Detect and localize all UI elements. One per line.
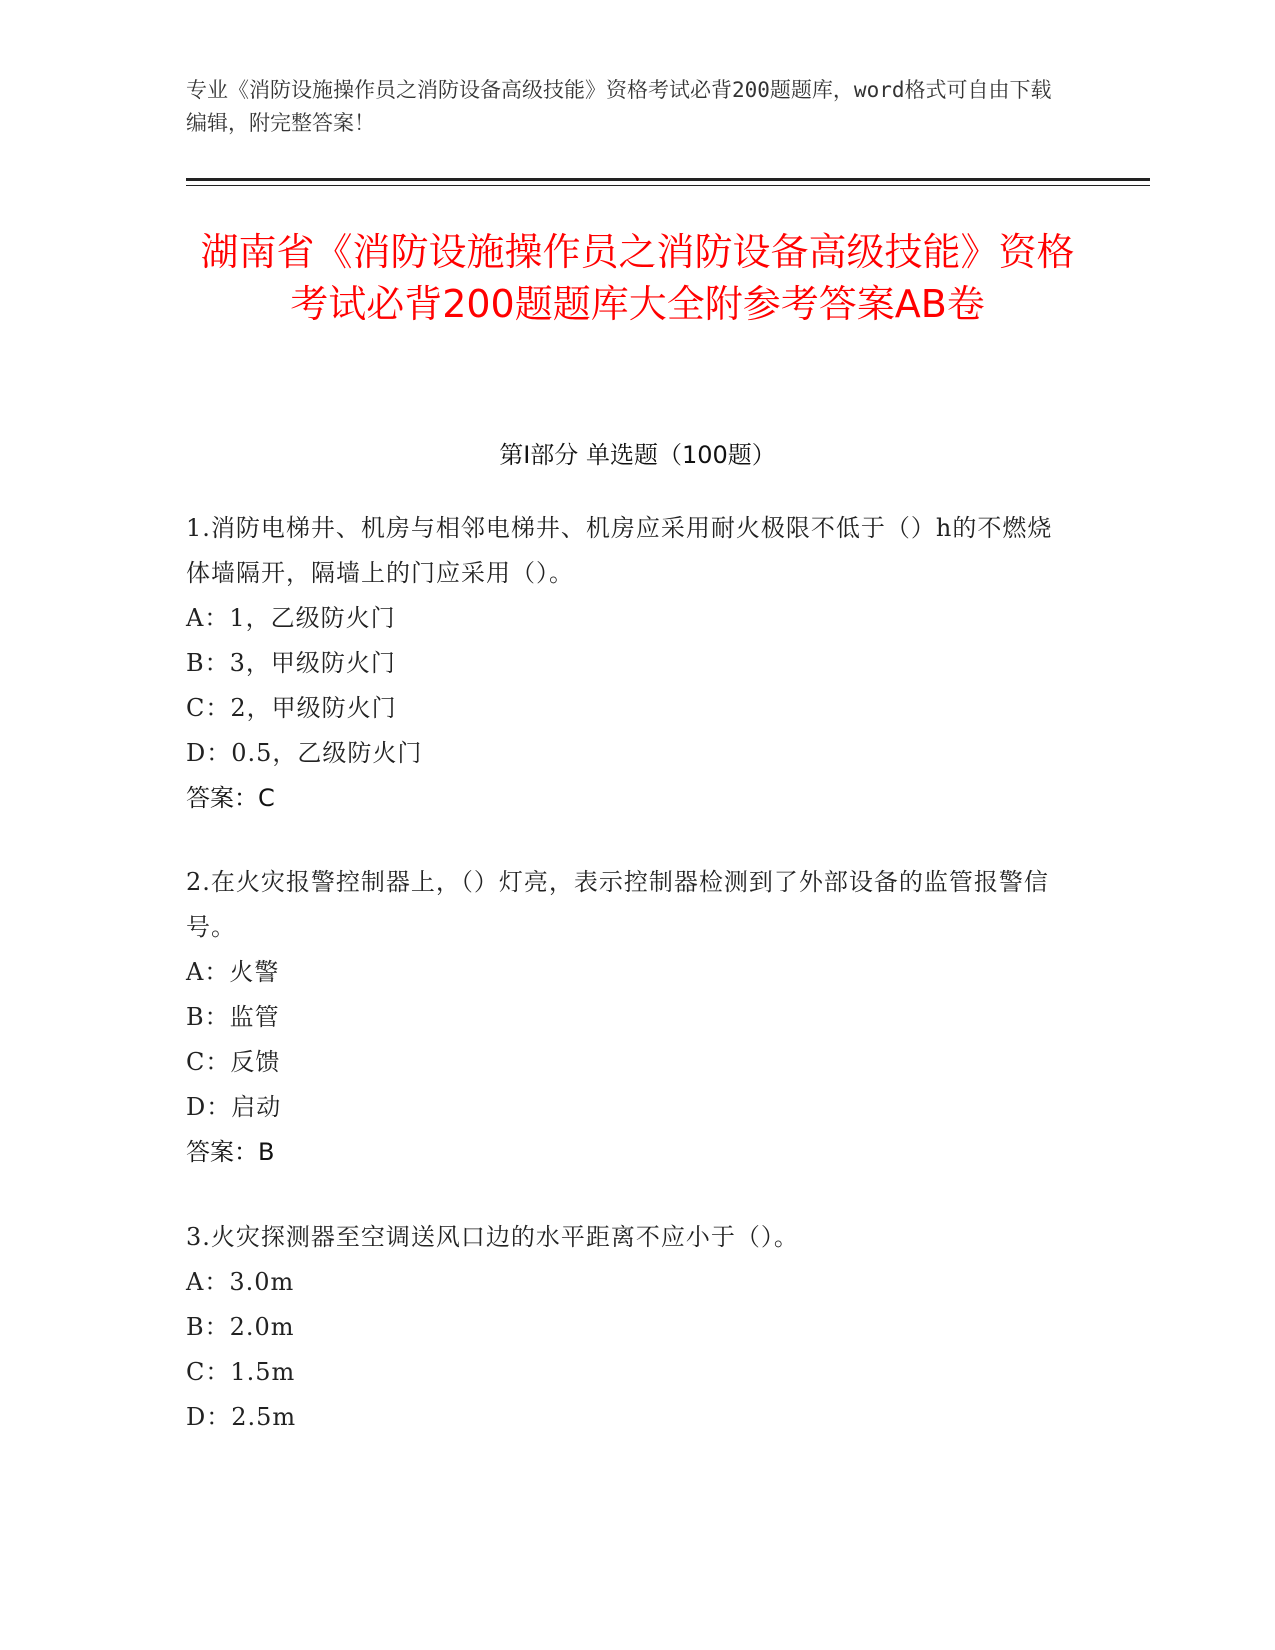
- question-stem: 1.消防电梯井、机房与相邻电梯井、机房应采用耐火极限不低于（）h的不燃烧体墙隔开，隔墙上的门应采用（）。: [186, 514, 1053, 587]
- section-title: 第Ⅰ部分 单选题（100题）: [499, 441, 776, 469]
- question-2: [186, 860, 1076, 1175]
- document-title: 湖南省《消防设施操作员之消防设备高级技能》资格考试必背200题题库大全附参考答案AB卷: [200, 230, 1075, 326]
- header-note: 专业《消防设施操作员之消防设备高级技能》资格考试必背200题题库，word格式可自由下载编辑，附完整答案！: [186, 78, 1052, 135]
- header-divider-thick: [186, 178, 1150, 181]
- option-b: B：监管: [186, 1003, 280, 1031]
- question-1: [186, 506, 1076, 821]
- option-d: D：0.5，乙级防火门: [186, 739, 423, 767]
- option-a: A：3.0m: [186, 1268, 295, 1296]
- option-d: D：启动: [186, 1093, 282, 1121]
- answer: 答案：B: [186, 1138, 275, 1166]
- option-d: D：2.5m: [186, 1403, 297, 1431]
- header-divider-thin: [186, 185, 1150, 186]
- option-c: C：2，甲级防火门: [186, 694, 397, 722]
- question-stem: 2.在火灾报警控制器上，（）灯亮，表示控制器检测到了外部设备的监管报警信号。: [186, 868, 1049, 941]
- option-b: B：2.0m: [186, 1313, 295, 1341]
- question-3: [186, 1215, 1076, 1440]
- option-c: C：1.5m: [186, 1358, 296, 1386]
- option-b: B：3，甲级防火门: [186, 649, 396, 677]
- option-c: C：反馈: [186, 1048, 281, 1076]
- option-a: A：1，乙级防火门: [186, 604, 396, 632]
- question-stem: 3.火灾探测器至空调送风口边的水平距离不应小于（）。: [186, 1223, 799, 1251]
- answer: 答案：C: [186, 784, 275, 812]
- option-a: A：火警: [186, 958, 280, 986]
